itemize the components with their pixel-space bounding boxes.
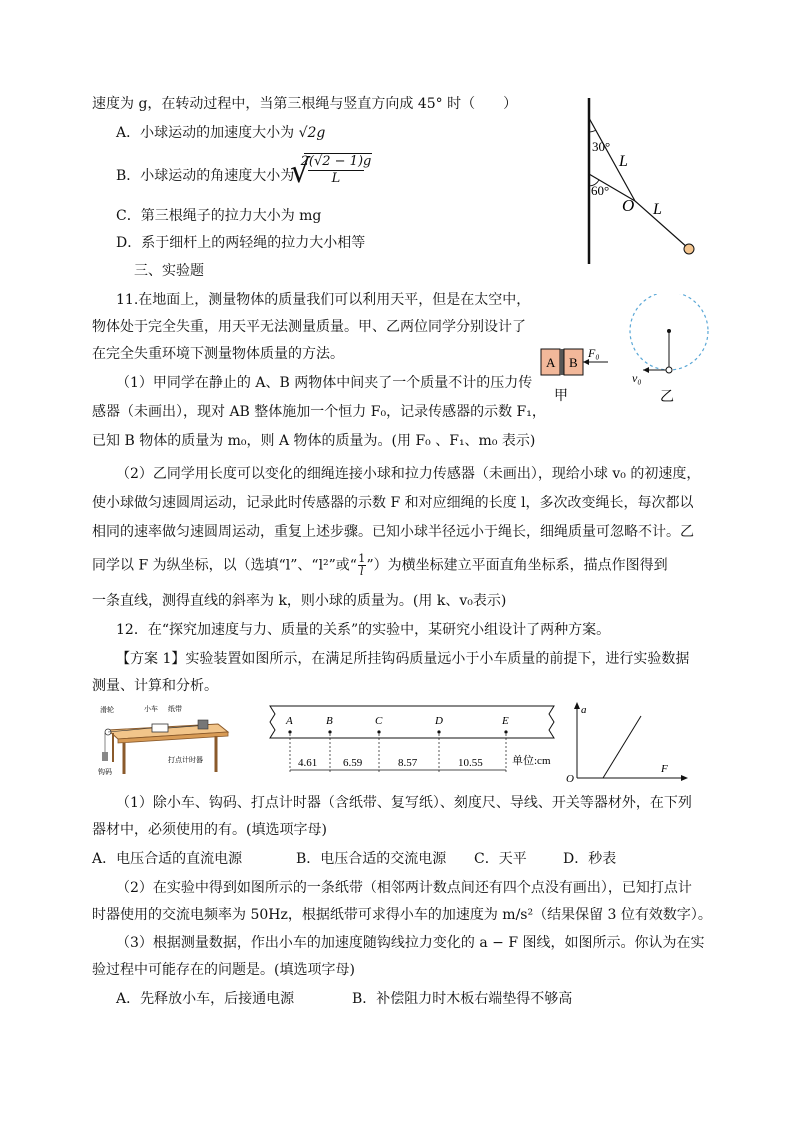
small-ball xyxy=(666,367,672,373)
q11-figure xyxy=(536,294,716,409)
fraction-1-over-l xyxy=(358,553,366,578)
tape-point-D xyxy=(437,730,440,733)
fraction-numerator: 1 xyxy=(358,552,366,565)
q10-option-a-math: √2g xyxy=(298,125,326,141)
a-f-graph xyxy=(562,700,692,786)
q10-option-d: D．系于细杆上的两轻绳的拉力大小相等 xyxy=(116,235,366,251)
label-B: B xyxy=(569,355,578,370)
q12-part2-line-2: 时器使用的交流电频率为 50Hz，根据纸带可求得小车的加速度为 m/s²（结果保留 3 位有效数字）。 xyxy=(92,907,712,923)
tape-gap-2: 6.59 xyxy=(343,757,363,769)
q10-figure xyxy=(560,96,710,266)
apparatus-figure xyxy=(96,702,236,782)
q11-part2-line-3: 相同的速率做匀速圆周运动，重复上述步骤。已知小球半径远小于绳长，细绳质量可忽略不计。乙 xyxy=(92,524,694,540)
q11-part1-line-2: 感器（未画出），现对 AB 整体施加一个恒力 F₀，记录传感器的示数 F₁， xyxy=(92,404,546,420)
tape-label-E: E xyxy=(502,715,509,727)
timer xyxy=(198,720,208,729)
tape-label-C: C xyxy=(375,715,383,727)
q12-part3-line-1: （3）根据测量数据，作出小车的加速度随钩线拉力变化的 a − F 图线，如图所示。你认为在实 xyxy=(116,935,705,951)
q11-line-2: 物体处于完全失重，用天平无法测量质量。甲、乙两位同学分别设计了 xyxy=(92,319,526,335)
q11-line-3: 在完全失重环境下测量物体质量的方法。 xyxy=(92,346,344,362)
q11-part1-line-3: 已知 B 物体的质量为 m₀，则 A 物体的质量为。(用 F₀ 、F₁、m₀ 表示) xyxy=(92,433,536,449)
q11-part2-line-1: （2）乙同学用长度可以变化的细绳连接小球和拉力传感器（未画出），现给小球 v₀ 的初速度， xyxy=(116,466,701,482)
hook-weight xyxy=(102,752,108,761)
tape-label-D: D xyxy=(435,715,443,727)
velocity-arrowhead xyxy=(643,367,649,373)
a-f-line xyxy=(603,716,641,778)
fraction-denominator: l xyxy=(359,565,364,578)
q10-option-a-text: A．小球运动的加速度大小为 xyxy=(116,125,299,141)
q12-part2-line-1: （2）在实验中得到如图所示的一条纸带（相邻两计数点间还有四个点没有画出），已知打点计 xyxy=(116,880,692,896)
q12-part1-option-d: D．秒表 xyxy=(563,851,617,867)
y-axis-arrow xyxy=(574,702,580,709)
sqrt-sign: √ xyxy=(290,152,311,190)
center-point xyxy=(667,329,671,333)
q10-option-b-sqrt-fraction xyxy=(290,152,372,190)
label-timer: 打点计时器 xyxy=(168,756,203,764)
tape-gap-3: 8.57 xyxy=(398,757,418,769)
cart xyxy=(152,724,168,732)
label-weight: 钩码 xyxy=(98,768,112,776)
label-cart: 小车 xyxy=(144,705,158,713)
label-F0: F₀ xyxy=(588,346,600,360)
q11-part2-line-4a: 同学以 F 为纵坐标，以（选填“l”、“l²”或“ xyxy=(92,557,357,574)
q12-part1-line-1: （1）除小车、钩码、打点计时器（含纸带、复写纸）、刻度尺、导线、开关等器材外，在下列 xyxy=(116,795,692,811)
x-axis-arrow xyxy=(681,775,688,781)
q12-part1-line-2: 器材中，必须使用的有。(填选项字母) xyxy=(92,822,327,838)
tape-point-E xyxy=(504,730,507,733)
q12-scheme1-line-1: 【方案 1】实验装置如图所示，在满足所挂钩码质量远小于小车质量的前提下，进行实验数据 xyxy=(116,651,690,667)
q10-option-b-denominator: L xyxy=(331,171,341,186)
label-tape: 纸带 xyxy=(168,705,182,713)
tape-outline xyxy=(270,706,554,738)
q10-stem: 速度为 g，在转动过程中，当第三根绳与竖直方向成 45° 时（ ） xyxy=(92,96,518,112)
tape-point-C xyxy=(377,730,380,733)
q12-scheme1-line-2: 测量、计算和分析。 xyxy=(92,678,218,694)
section-title: 三、实验题 xyxy=(134,263,204,279)
q11-part2-line-2: 使小球做匀速圆周运动，记录此时传感器的示数 F 和对应细绳的长度 l，多次改变绳长，每次都以 xyxy=(92,495,694,511)
angle-label-30: 30° xyxy=(592,139,611,154)
label-A: A xyxy=(546,355,556,370)
paper-tape-figure xyxy=(262,702,562,782)
label-yi: 乙 xyxy=(660,390,674,405)
q10-option-b-text: B．小球运动的角速度大小为 xyxy=(116,168,295,184)
q12-stem: 12．在“探究加速度与力、质量的关系”的实验中，某研究小组设计了两种方案。 xyxy=(116,622,611,638)
q10-option-b-numerator: 2(√2 − 1)g xyxy=(300,154,372,169)
label-L-upper: L xyxy=(619,153,628,170)
q12-part3-line-2: 验过程中可能存在的问题是。(填选项字母) xyxy=(92,962,355,978)
label-L-lower: L xyxy=(653,201,662,218)
x-axis-label: F xyxy=(661,763,668,775)
q12-part1-option-c: C．天平 xyxy=(474,851,527,867)
label-O: O xyxy=(622,196,635,215)
tape-point-B xyxy=(328,730,331,733)
q12-part3-option-b: B．补偿阻力时木板右端垫得不够高 xyxy=(352,991,573,1007)
ball xyxy=(684,244,694,254)
tape-label-B: B xyxy=(326,715,333,727)
label-jia: 甲 xyxy=(554,389,568,404)
q12-part1-option-a: A．电压合适的直流电源 xyxy=(92,851,243,867)
q12-part1-option-b: B．电压合适的交流电源 xyxy=(296,851,447,867)
q11-part1-line-1: （1）甲同学在静止的 A、B 两物体中间夹了一个质量不计的压力传 xyxy=(116,375,533,391)
sensor xyxy=(560,349,564,375)
tape-gap-1: 4.61 xyxy=(298,757,318,769)
q10-option-c: C．第三根绳子的拉力大小为 mg xyxy=(116,208,322,224)
y-axis-label: a xyxy=(581,704,587,716)
origin-label: O xyxy=(566,773,574,785)
label-pulley: 滑轮 xyxy=(100,706,114,714)
q12-part3-option-a: A．先释放小车，后接通电源 xyxy=(116,991,295,1007)
q10-option-b xyxy=(116,166,294,186)
tape-gap-4: 10.55 xyxy=(458,757,483,769)
q11-part2-line-5: 一条直线，测得直线的斜率为 k，则小球的质量为。(用 k、v₀表示) xyxy=(92,593,507,609)
q10-option-a xyxy=(116,123,325,143)
angle-label-60: 60° xyxy=(591,183,610,198)
q11-part2-line-4b: ”）为横坐标建立平面直角坐标系，描点作图得到 xyxy=(366,557,668,574)
tape-label-A: A xyxy=(286,715,293,727)
label-v0: v₀ xyxy=(632,371,642,385)
tape-point-A xyxy=(288,730,291,733)
tape-unit: 单位:cm xyxy=(512,755,551,767)
q11-line-1: 11.在地面上，测量物体的质量我们可以利用天平，但是在太空中， xyxy=(116,292,531,308)
q11-part2-line-4 xyxy=(92,553,668,578)
